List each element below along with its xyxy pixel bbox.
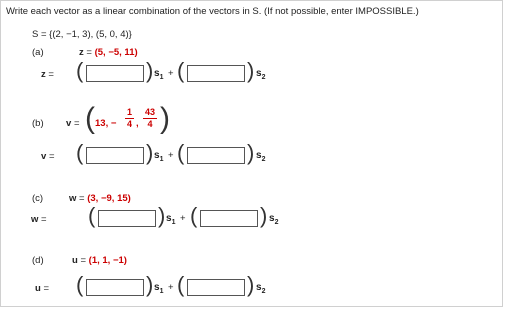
set-s-value: {(2, −1, 3), (5, 0, 4)} <box>49 29 132 40</box>
part-b-fraction-1 <box>125 108 134 129</box>
part-b-s2 <box>256 150 265 163</box>
part-d-s1-letter: s <box>154 282 160 293</box>
part-a-open-paren-2: ( <box>177 58 185 83</box>
part-c-close-paren-2: ) <box>260 203 268 228</box>
part-d-s2-sub: 2 <box>261 288 266 295</box>
part-b-vector-prefix: 13, − <box>95 118 117 129</box>
part-d-coefficient-2-input[interactable] <box>187 279 245 296</box>
part-c-label: (c) <box>32 193 44 204</box>
part-a-answer-name: z <box>41 69 46 80</box>
part-a-plus: + <box>168 68 174 79</box>
part-b-fraction-1-num: 1 <box>126 107 132 117</box>
part-b-s1-letter: s <box>154 150 160 161</box>
part-c-plus: + <box>180 213 186 224</box>
part-d-equals: = <box>80 255 87 266</box>
part-d-answer-equals: = <box>43 283 50 294</box>
part-b-s2-sub: 2 <box>261 156 266 163</box>
part-a-label: (a) <box>32 47 44 58</box>
part-a-vector <box>79 47 138 58</box>
part-d-s1-sub: 1 <box>159 288 164 295</box>
part-a-s2-letter: s <box>256 68 262 79</box>
part-d-coefficient-1-input[interactable] <box>86 279 144 296</box>
part-b-fraction-2-num: 43 <box>144 107 155 117</box>
part-a-s1 <box>154 68 163 81</box>
part-b-vector-close-paren: ) <box>160 102 170 135</box>
part-a-s2 <box>256 68 265 81</box>
part-a-vector-value: (5, −5, 11) <box>94 47 138 58</box>
part-b-answer-equals: = <box>48 151 55 162</box>
part-c-s2-sub: 2 <box>274 219 279 226</box>
part-b-fraction-1-den: 4 <box>126 119 132 129</box>
part-c-equals: = <box>79 193 85 204</box>
part-d-answer-name: u <box>35 283 41 294</box>
part-b-s2-letter: s <box>256 150 262 161</box>
part-c-coefficient-1-input[interactable] <box>98 210 156 227</box>
part-b-open-paren-1: ( <box>76 140 84 165</box>
part-c-s1-sub: 1 <box>171 219 176 226</box>
part-d-close-paren-1: ) <box>146 272 154 297</box>
part-c-vector-name: w <box>69 193 77 204</box>
part-b-fraction-2 <box>143 108 157 129</box>
part-b-plus: + <box>168 150 174 161</box>
instructions-text: Write each vector as a linear combination of the vectors in S. (If not possible, enter IMPOSSIBLE.) <box>6 6 419 17</box>
part-a-coefficient-1-input[interactable] <box>86 65 144 82</box>
part-a-s1-letter: s <box>154 68 160 79</box>
part-b-coefficient-2-input[interactable] <box>187 147 245 164</box>
part-a-s2-sub: 2 <box>261 74 266 81</box>
part-d-answer-label <box>35 283 49 294</box>
part-a-open-paren-1: ( <box>76 58 84 83</box>
part-d-s2 <box>256 282 265 295</box>
part-a-coefficient-2-input[interactable] <box>187 65 245 82</box>
part-c-coefficient-2-input[interactable] <box>200 210 258 227</box>
part-d-s2-letter: s <box>256 282 262 293</box>
part-d-vector-name: u <box>72 255 78 266</box>
part-a-vector-name: z <box>79 47 84 58</box>
part-c-answer-name: w <box>31 214 39 225</box>
part-c-close-paren-1: ) <box>158 203 166 228</box>
part-c-open-paren-1: ( <box>88 203 96 228</box>
part-c-s2-letter: s <box>269 213 275 224</box>
part-b-separator: , <box>136 118 139 129</box>
part-b-answer-label <box>41 151 55 162</box>
part-b-label: (b) <box>32 118 44 129</box>
part-c-s2 <box>269 213 278 226</box>
part-b-vector-name: v <box>66 118 72 129</box>
part-c-s1 <box>166 213 175 226</box>
part-c-s1-letter: s <box>166 213 172 224</box>
part-a-equals: = <box>86 47 92 58</box>
part-d-plus: + <box>168 282 174 293</box>
part-b-equals: = <box>73 118 80 129</box>
part-d-open-paren-2: ( <box>177 272 185 297</box>
part-a-s1-sub: 1 <box>159 74 164 81</box>
part-c-answer-label <box>31 214 47 225</box>
part-b-coefficient-1-input[interactable] <box>86 147 144 164</box>
part-c-answer-equals: = <box>41 214 47 225</box>
part-a-close-paren-1: ) <box>146 58 154 83</box>
part-b-answer-name: v <box>41 151 47 162</box>
part-a-answer-label <box>41 69 54 80</box>
part-b-close-paren-2: ) <box>247 140 255 165</box>
part-b-fraction-2-den: 4 <box>147 119 153 129</box>
part-b-close-paren-1: ) <box>146 140 154 165</box>
part-c-vector-value: (3, −9, 15) <box>87 193 131 204</box>
set-s <box>32 29 132 40</box>
part-d-open-paren-1: ( <box>76 272 84 297</box>
part-d-s1 <box>154 282 163 295</box>
part-b-open-paren-2: ( <box>177 140 185 165</box>
part-b-vector-open-paren: ( <box>85 102 95 135</box>
part-d-label: (d) <box>32 255 44 266</box>
part-d-close-paren-2: ) <box>247 272 255 297</box>
part-b-s1-sub: 1 <box>159 156 164 163</box>
part-b-s1 <box>154 150 163 163</box>
part-a-close-paren-2: ) <box>247 58 255 83</box>
set-s-label: S = <box>32 29 47 40</box>
part-d-vector-value: (1, 1, −1) <box>88 255 127 266</box>
part-d-vector <box>72 255 127 266</box>
part-b-vector-head <box>66 118 80 129</box>
part-c-vector <box>69 193 131 204</box>
part-c-open-paren-2: ( <box>190 203 198 228</box>
part-a-answer-equals: = <box>48 69 54 80</box>
